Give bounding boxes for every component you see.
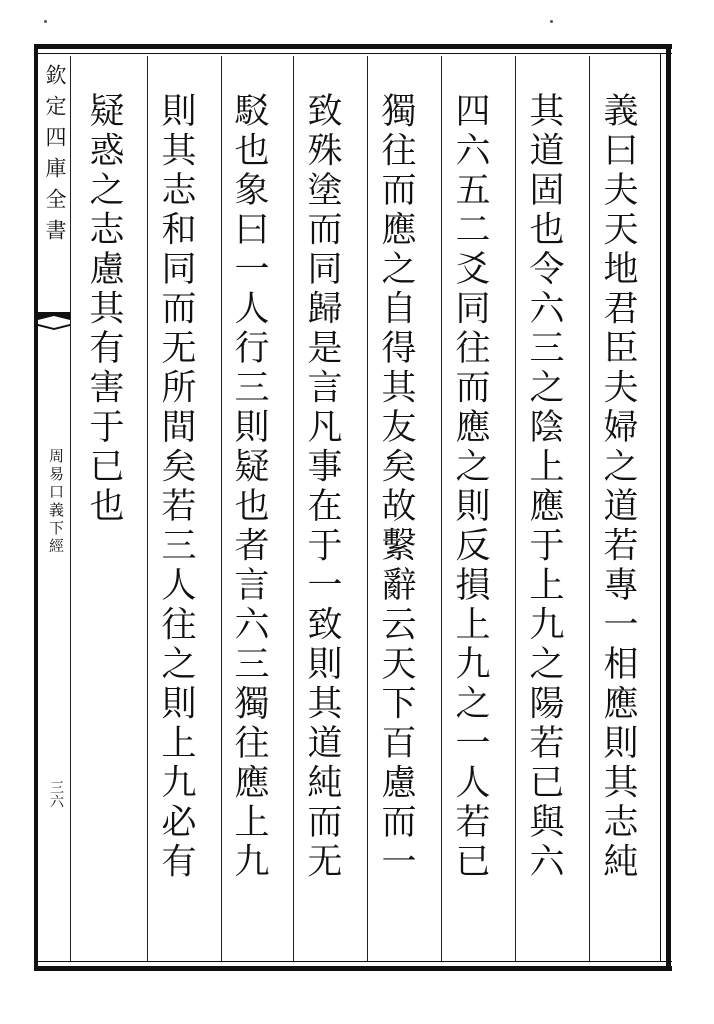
frame-top-inner-border: [38, 53, 672, 54]
frame-right-border: [666, 44, 671, 971]
text-column: 致殊塗而同歸是言凡事在于一致則其道純而无: [302, 92, 342, 882]
text-column: 獨往而應之自得其友矣故繫辭云天下百慮而一: [376, 92, 416, 882]
fish-tail-mark-icon: [38, 312, 70, 338]
text-column: 其道固也令六三之陰上應于上九之陽若已與六: [524, 92, 564, 882]
margin-divider: [70, 56, 71, 961]
text-column: 駁也象曰一人行三則疑也者言六三獨往應上九: [229, 92, 269, 882]
text-column: 則其志和同而无所間矣若三人往之則上九必有: [156, 92, 196, 882]
column-rule: [367, 56, 368, 961]
text-column: 四六五二爻同往而應之則反損上九之一人若已: [450, 92, 490, 882]
folio-number: 三六: [48, 780, 64, 808]
column-rule: [515, 56, 516, 961]
column-rule: [293, 56, 294, 961]
column-rule: [589, 56, 590, 961]
speck: [550, 20, 553, 23]
speck: [44, 20, 47, 23]
text-column: 義曰夫天地君臣夫婦之道若專一相應則其志純: [598, 92, 638, 882]
column-rule: [441, 56, 442, 961]
frame-left-border: [34, 44, 38, 971]
frame-bottom-inner-border: [38, 961, 672, 962]
column-rule: [221, 56, 222, 961]
collection-title: 欽定四庫全書: [43, 64, 67, 250]
book-title: 周易口義下經: [47, 448, 65, 556]
frame-bottom-border: [38, 966, 672, 971]
frame-right-inner-border: [660, 53, 661, 962]
text-column: 疑惑之志慮其有害于已也: [84, 92, 124, 527]
column-rule: [147, 56, 148, 961]
frame-top-border: [38, 44, 672, 49]
